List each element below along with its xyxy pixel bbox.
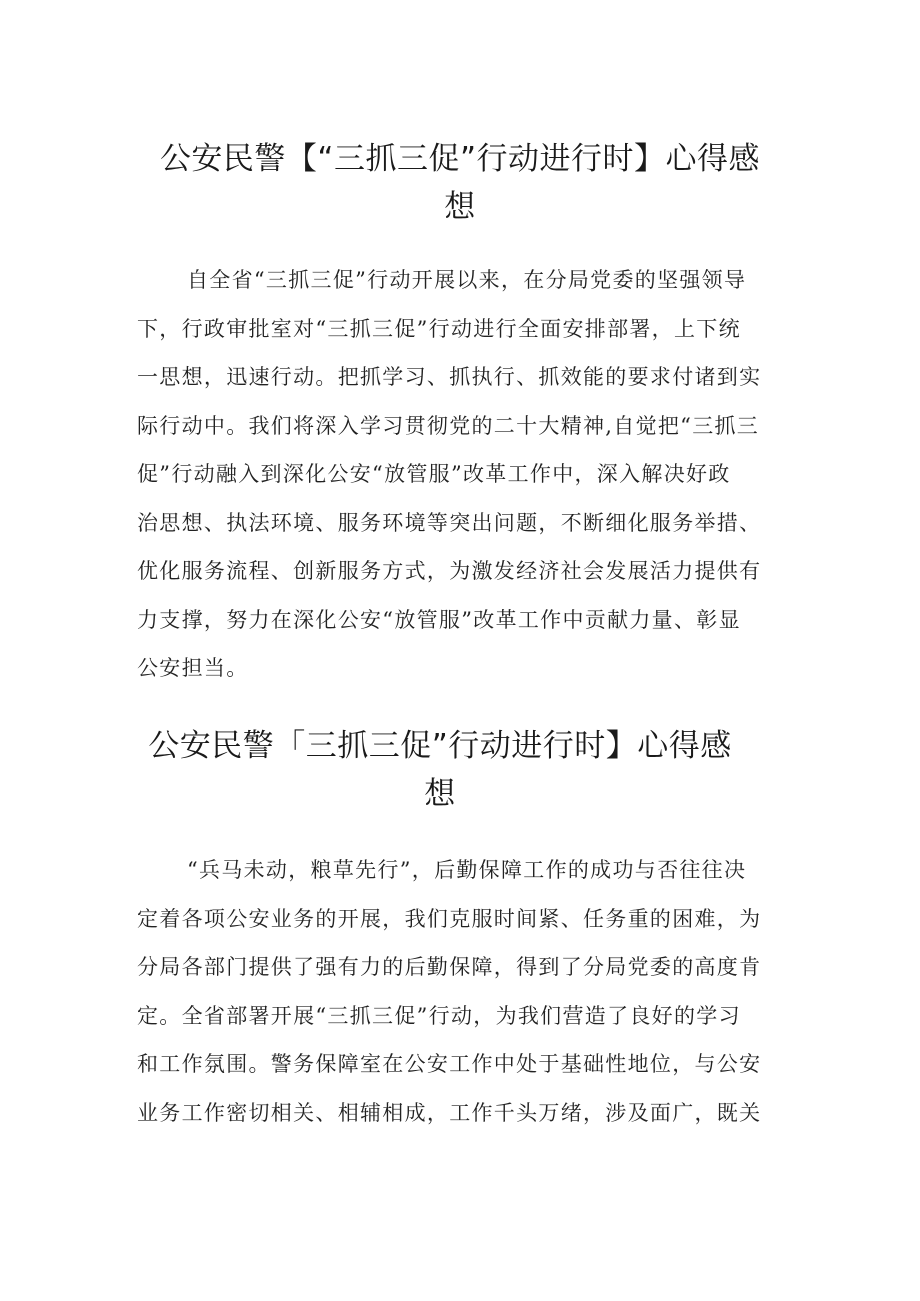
title-line: 想 xyxy=(424,776,456,812)
paragraph-line: 力支撑，努力在深化公安“放管服”改革工作中贡献力量、彰显 xyxy=(137,607,741,632)
section-2-title xyxy=(110,722,770,818)
paragraph-line: 分局各部门提供了强有力的后勤保障，得到了分局党委的高度肯 xyxy=(137,955,762,979)
section-1-paragraph xyxy=(137,256,789,693)
section-2-paragraph xyxy=(137,846,789,1137)
paragraph-line: 和工作氛围。警务保障室在公安工作中处于基础性地位，与公安 xyxy=(137,1052,762,1076)
paragraph-line: 业务工作密切相关、相辅相成，工作千头万绪，涉及面广，既关 xyxy=(137,1100,762,1125)
paragraph-line: 定着各项公安业务的开展，我们克服时间紧、任务重的困难，为 xyxy=(137,906,762,931)
paragraph-line: 公安担当。 xyxy=(137,656,249,680)
paragraph-line: 治思想、执法环境、服务环境等突出问题，不断细化服务举措、 xyxy=(137,510,762,535)
title-line: 想 xyxy=(444,189,476,225)
paragraph-line: 优化服务流程、创新服务方式，为激发经济社会发展活力提供有 xyxy=(137,559,762,583)
title-line: 公安民警【“三抓三促”行动进行时】心得感 xyxy=(159,141,761,177)
paragraph-line: 自全省“三抓三促”行动开展以来，在分局党委的坚强领导 xyxy=(187,268,747,292)
paragraph-line: “兵马未动，粮草先行”，后勤保障工作的成功与否往往决 xyxy=(187,858,747,882)
paragraph-line: 促”行动融入到深化公安“放管服”改革工作中，深入解决好政 xyxy=(137,462,731,486)
paragraph-line: 定。全省部署开展“三抓三促”行动，为我们营造了良好的学习 xyxy=(137,1003,741,1028)
section-1-title xyxy=(130,135,790,231)
title-line: 公安民警「三抓三促”行动进行时】心得感 xyxy=(148,728,732,764)
paragraph-line: 一思想，迅速行动。把抓学习、抓执行、抓效能的要求付诸到实 xyxy=(137,365,762,389)
paragraph-line: 下，行政审批室对“三抓三促”行动进行全面安排部署，上下统 xyxy=(137,316,741,341)
paragraph-line: 际行动中。我们将深入学习贯彻党的二十大精神,自觉把“三抓三 xyxy=(137,413,760,438)
